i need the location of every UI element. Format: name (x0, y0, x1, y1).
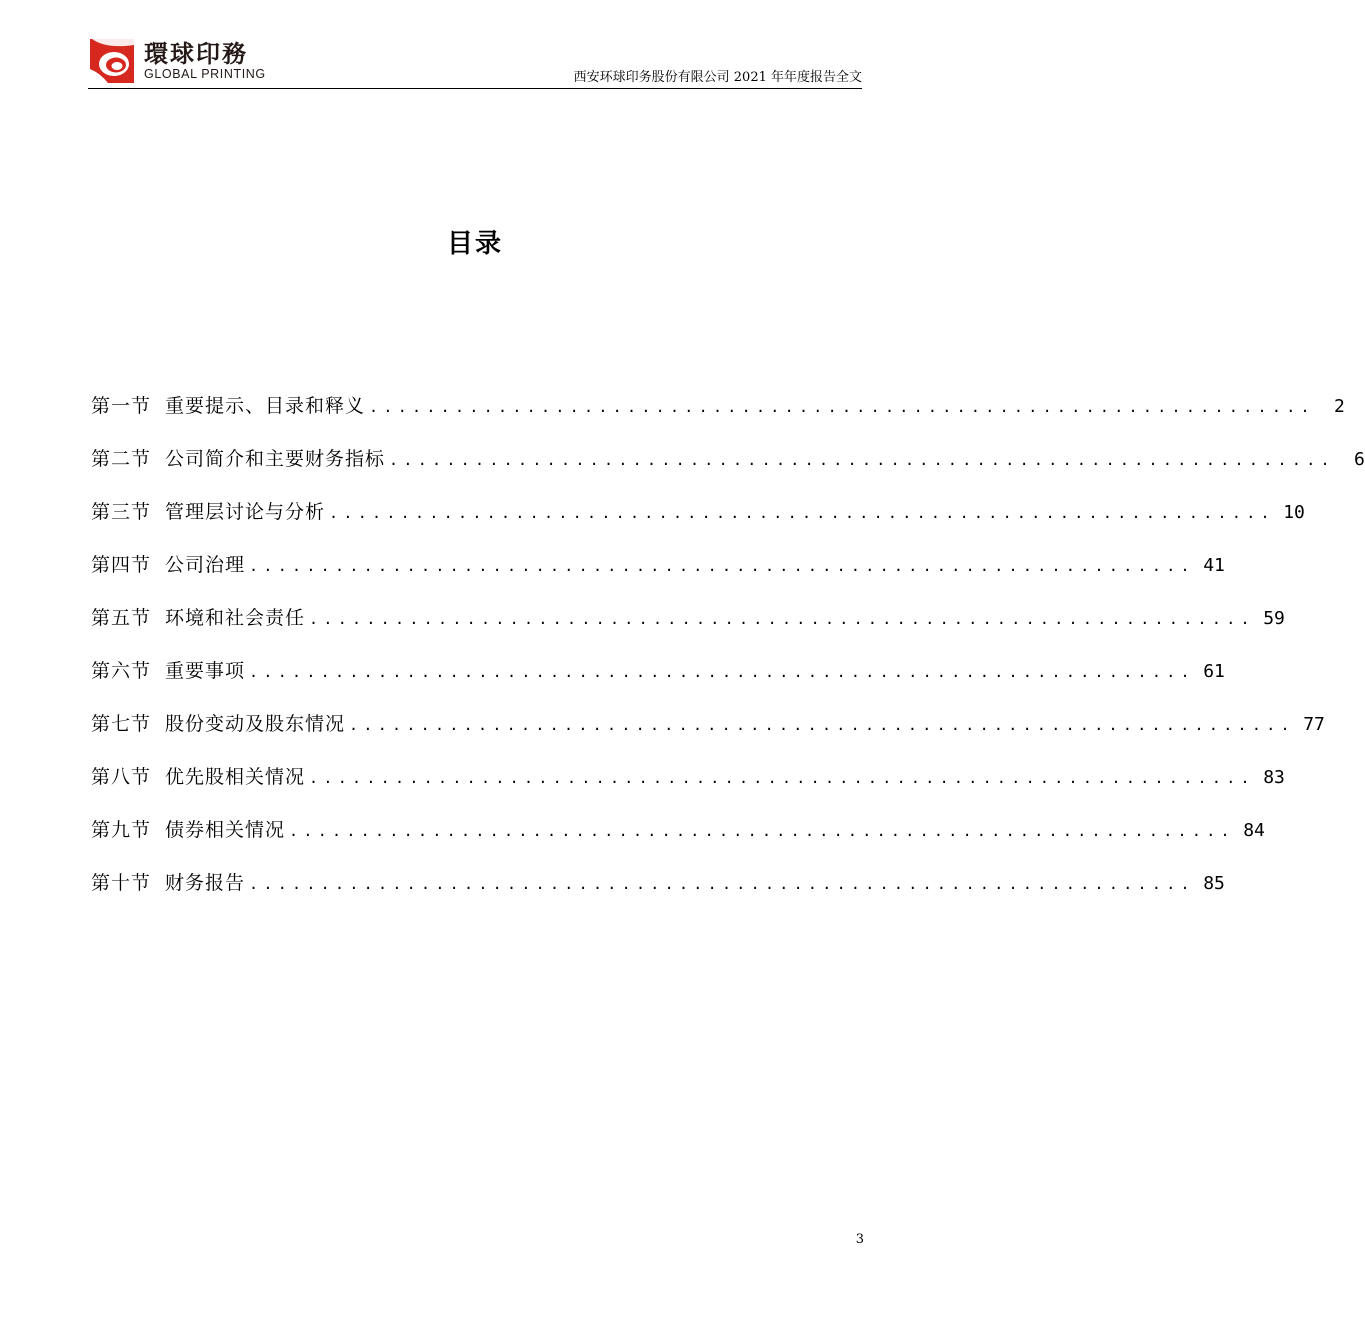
dot-leader: .................................................................. (289, 822, 1235, 840)
dot-leader: .................................................................. (249, 875, 1195, 893)
toc-section-number: 第九节 (91, 819, 152, 841)
toc-entry-6[interactable] (91, 657, 1225, 710)
toc-section-name: 公司简介和主要财务指标 (165, 448, 386, 470)
toc-page-number: 85 (1203, 873, 1225, 894)
dot-leader: .................................................................. (249, 663, 1195, 681)
dot-leader: .................................................................. (329, 504, 1275, 522)
toc-section-number: 第六节 (91, 660, 152, 682)
logo-chinese-text: 環球印務 (144, 39, 248, 68)
page-title: 目录 (446, 229, 503, 259)
page-number: 3 (855, 1232, 864, 1247)
toc-entry-2[interactable] (91, 445, 1365, 498)
dot-leader: .................................................................. (349, 716, 1295, 734)
toc-section-name: 股份变动及股东情况 (165, 713, 346, 735)
toc-section-number: 第五节 (91, 607, 152, 629)
toc-entry-1[interactable] (91, 392, 1345, 445)
toc-section-number: 第十节 (91, 872, 152, 894)
toc-section-name: 管理层讨论与分析 (165, 501, 326, 523)
toc-section-number: 第二节 (91, 448, 152, 470)
toc-page-number: 61 (1203, 661, 1225, 682)
toc-section-name: 重要事项 (165, 660, 246, 682)
toc-page-number: 83 (1263, 767, 1285, 788)
toc-entry-5[interactable] (91, 604, 1285, 657)
table-of-contents (91, 392, 1365, 922)
company-logo (90, 38, 266, 84)
toc-entry-7[interactable] (91, 710, 1325, 763)
global-printing-logo-icon (90, 39, 134, 83)
toc-page-number: 77 (1303, 714, 1325, 735)
dot-leader: .................................................................. (309, 610, 1255, 628)
dot-leader: .................................................................. (369, 398, 1315, 416)
toc-section-name: 环境和社会责任 (165, 607, 306, 629)
toc-entry-3[interactable] (91, 498, 1305, 551)
toc-section-name: 重要提示、目录和释义 (165, 395, 366, 417)
toc-section-name: 债券相关情况 (165, 819, 286, 841)
toc-section-number: 第三节 (91, 501, 152, 523)
toc-page-number: 6 (1354, 449, 1365, 470)
report-header-title: 西安环球印务股份有限公司 2021 年年度报告全文 (573, 70, 862, 85)
toc-entry-9[interactable] (91, 816, 1265, 869)
toc-entry-4[interactable] (91, 551, 1225, 604)
toc-page-number: 10 (1283, 502, 1305, 523)
toc-section-number: 第八节 (91, 766, 152, 788)
dot-leader: .................................................................. (249, 557, 1195, 575)
toc-page-number: 84 (1243, 820, 1265, 841)
toc-section-number: 第四节 (91, 554, 152, 576)
toc-section-name: 财务报告 (165, 872, 246, 894)
logo-english-text: GLOBAL PRINTING (144, 66, 266, 81)
dot-leader: .................................................................. (309, 769, 1255, 787)
toc-page-number: 59 (1263, 608, 1285, 629)
toc-entry-8[interactable] (91, 763, 1285, 816)
toc-section-name: 公司治理 (165, 554, 246, 576)
toc-page-number: 2 (1334, 396, 1345, 417)
header-divider (88, 88, 862, 89)
toc-section-number: 第七节 (91, 713, 152, 735)
dot-leader: .................................................................. (389, 451, 1335, 469)
toc-page-number: 41 (1203, 555, 1225, 576)
page-header (88, 38, 862, 90)
toc-section-name: 优先股相关情况 (165, 766, 306, 788)
toc-section-number: 第一节 (91, 395, 152, 417)
toc-entry-10[interactable] (91, 869, 1225, 922)
